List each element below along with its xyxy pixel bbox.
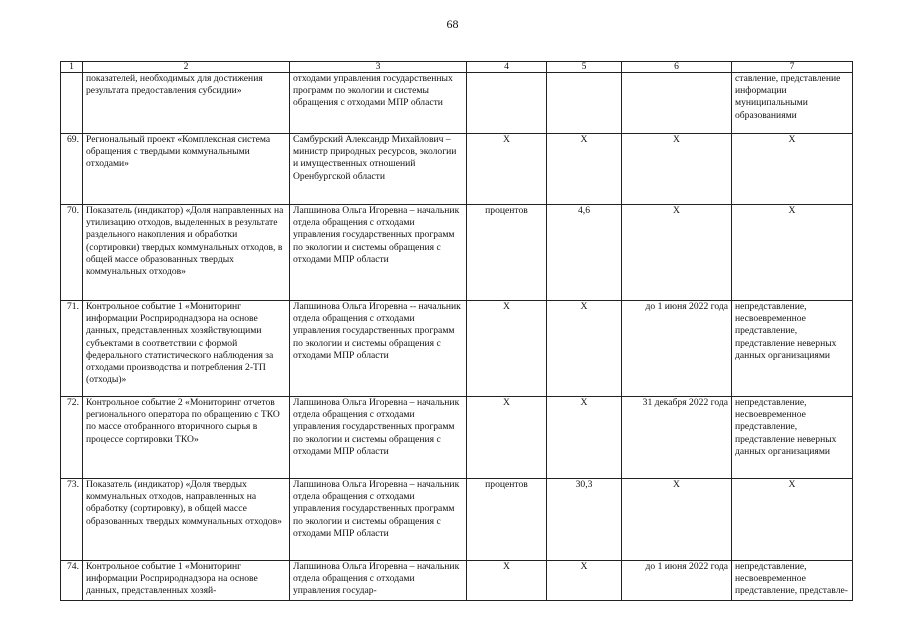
table-header-row — [61, 62, 853, 73]
row-unit — [467, 73, 547, 134]
row-risk: непредставление, несвоевременное представление, представле- — [732, 561, 853, 601]
row-name: Контрольное событие 1 «Мониторинг информации Росприроднадзора на основе данных, представленных хозяй- — [83, 561, 290, 601]
row-risk: X — [732, 479, 853, 561]
row-value: X — [547, 397, 622, 479]
row-value: X — [547, 561, 622, 601]
row-deadline: X — [622, 205, 732, 301]
row-value: 30,3 — [547, 479, 622, 561]
header-col-1: 1 — [61, 62, 83, 73]
row-unit: процентов — [467, 479, 547, 561]
row-name: Показатель (индикатор) «Доля направленных на утилизацию отходов, выделенных в результате раздельного накопления и обработки (сортировки) твердых коммунальных отходов, в общей массе образованных твердых коммунальных отходов» — [83, 205, 290, 301]
row-name: Региональный проект «Комплексная система обращения с твердыми коммунальными отходами» — [83, 134, 290, 205]
row-number: 69. — [61, 134, 83, 205]
header-col-7: 7 — [732, 62, 853, 73]
row-deadline: до 1 июня 2022 года — [622, 301, 732, 397]
row-number: 70. — [61, 205, 83, 301]
page-number: 68 — [446, 17, 459, 31]
row-value: X — [547, 134, 622, 205]
row-name: показателей, необходимых для достижения результата предоставления субсидии» — [83, 73, 290, 134]
row-number: 74. — [61, 561, 83, 601]
row-number: 73. — [61, 479, 83, 561]
row-responsible: отходами управления государственных программ по экологии и системы обращения с отходами МПР области — [290, 73, 467, 134]
row-responsible: Самбурский Александр Михайлович – министр природных ресурсов, экологии и имущественных отношений Оренбургской области — [290, 134, 467, 205]
row-responsible: Лапшинова Ольга Игоревна – начальник отдела обращения с отходами управления государственных программ по экологии и системы обращения с отходами МПР области — [290, 479, 467, 561]
row-risk: непредставление, несвоевременное представление, представление неверных данных организациями — [732, 301, 853, 397]
row-deadline: 31 декабря 2022 года — [622, 397, 732, 479]
header-col-4: 4 — [467, 62, 547, 73]
row-responsible: Лапшинова Ольга Игоревна -- начальник отдела обращения с отходами управления государственных программ по экологии и системы обращения с отходами МПР области — [290, 301, 467, 397]
row-risk: X — [732, 134, 853, 205]
schedule-table — [60, 61, 853, 601]
row-risk: X — [732, 205, 853, 301]
row-number: 72. — [61, 397, 83, 479]
row-risk: непредставление, несвоевременное представление, представление неверных данных организациями — [732, 397, 853, 479]
row-unit: X — [467, 561, 547, 601]
row-name: Контрольное событие 2 «Мониторинг отчетов регионального оператора по обращению с ТКО по массе отобранного вторичного сырья в процессе сортировки ТКО» — [83, 397, 290, 479]
row-number: 71. — [61, 301, 83, 397]
row-deadline — [622, 73, 732, 134]
table-row — [61, 561, 853, 601]
row-number — [61, 73, 83, 134]
row-deadline: X — [622, 479, 732, 561]
row-value: X — [547, 301, 622, 397]
row-unit: процентов — [467, 205, 547, 301]
header-col-5: 5 — [547, 62, 622, 73]
row-responsible: Лапшинова Ольга Игоревна – начальник отдела обращения с отходами управления государственных программ по экологии и системы обращения с отходами МПР области — [290, 205, 467, 301]
table-row — [61, 301, 853, 397]
row-unit: X — [467, 301, 547, 397]
row-responsible: Лапшинова Ольга Игоревна – начальник отдела обращения с отходами управления государственных программ по экологии и системы обращения с отходами МПР области — [290, 397, 467, 479]
row-name: Показатель (индикатор) «Доля твердых коммунальных отходов, направленных на обработку (сортировку), в общей массе образованных твердых коммунальных отходов» — [83, 479, 290, 561]
table-row — [61, 205, 853, 301]
row-name: Контрольное событие 1 «Мониторинг информации Росприроднадзора на основе данных, представленных хозяйствующими субъектами в соответствии с формой федерального статистического наблюдения за отходами производства и потребления 2-ТП (отходы)» — [83, 301, 290, 397]
row-responsible: Лапшинова Ольга Игоревна – начальник отдела обращения с отходами управления государ- — [290, 561, 467, 601]
row-unit: X — [467, 134, 547, 205]
table-row — [61, 134, 853, 205]
row-unit: X — [467, 397, 547, 479]
header-col-2: 2 — [83, 62, 290, 73]
table-row — [61, 73, 853, 134]
row-deadline: до 1 июня 2022 года — [622, 561, 732, 601]
table-row — [61, 479, 853, 561]
row-value — [547, 73, 622, 134]
header-col-6: 6 — [622, 62, 732, 73]
row-risk: ставление, представление информации муниципальными образованиями — [732, 73, 853, 134]
header-col-3: 3 — [290, 62, 467, 73]
row-deadline: X — [622, 134, 732, 205]
table-row — [61, 397, 853, 479]
row-value: 4,6 — [547, 205, 622, 301]
